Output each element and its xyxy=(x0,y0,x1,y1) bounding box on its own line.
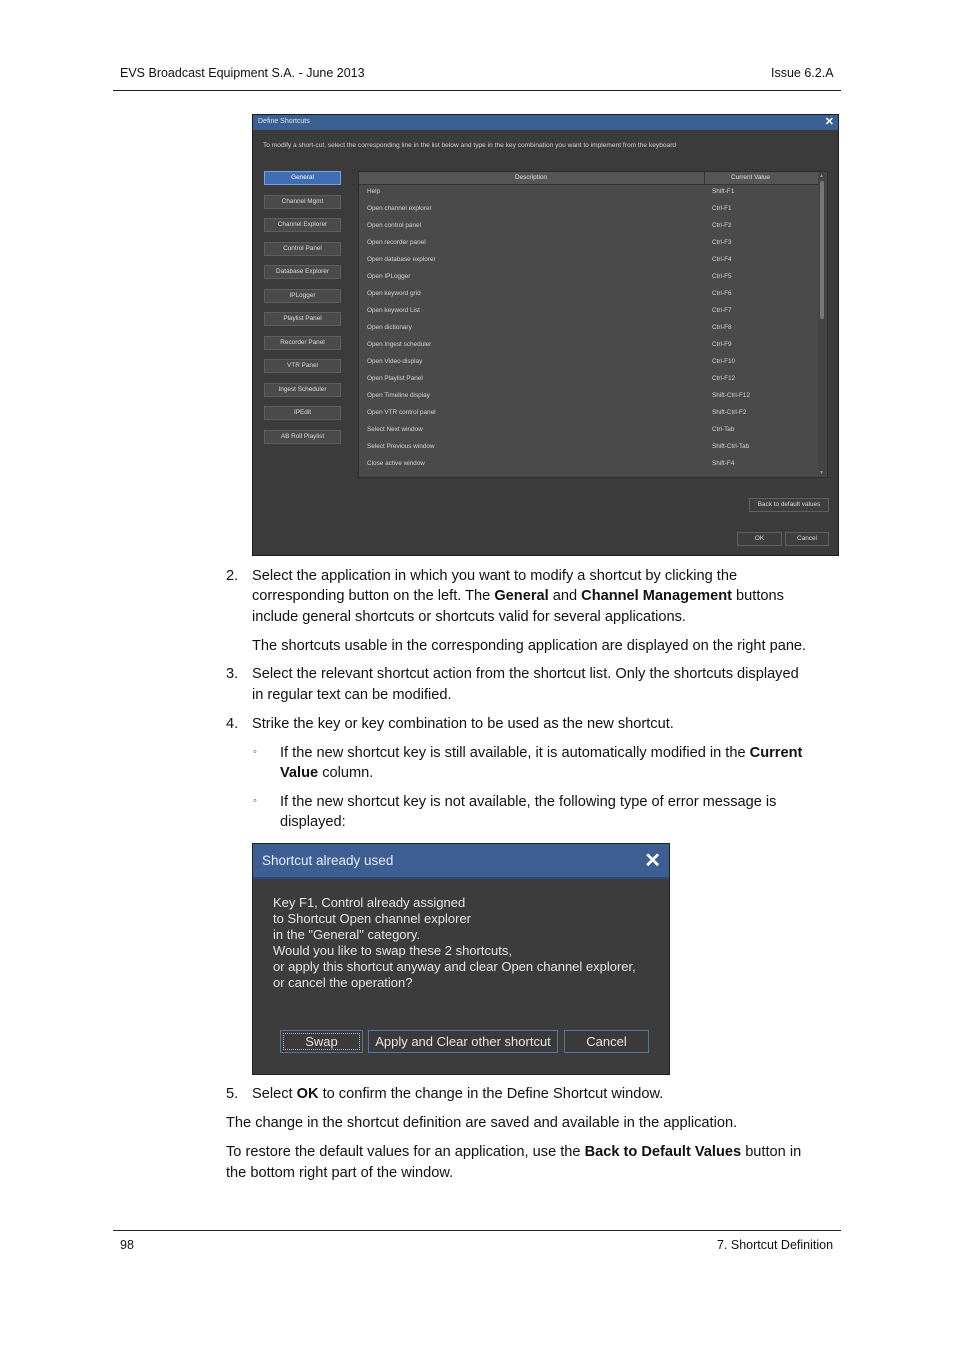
step-2-line-2: corresponding button on the left. The General and Channel Management buttons xyxy=(252,588,784,604)
category-button-channel-explorer[interactable]: Channel Explorer xyxy=(264,218,341,232)
paragraph-restore-line-1: To restore the default values for an application, use the Back to Default Values button in xyxy=(226,1144,802,1160)
dialog-message-line: in the "General" category. xyxy=(273,927,421,942)
table-row[interactable] xyxy=(359,456,819,473)
scrollbar-thumb[interactable] xyxy=(820,181,824,319)
shortcut-already-used-dialog xyxy=(252,843,670,1075)
dialog-message-line: Key F1, Control already assigned xyxy=(273,895,466,910)
row-value: Ctrl-F9 xyxy=(712,341,732,348)
shortcut-table xyxy=(358,171,828,478)
table-row[interactable] xyxy=(359,235,819,252)
row-value: Shift-F1 xyxy=(712,188,735,195)
row-value: Shift-Ctrl-F2 xyxy=(712,409,747,416)
row-description: Help xyxy=(367,188,381,195)
header-left: EVS Broadcast Equipment S.A. - June 2013 xyxy=(120,66,365,80)
table-row[interactable] xyxy=(359,218,819,235)
cancel-button[interactable]: Cancel xyxy=(785,532,829,546)
table-row[interactable] xyxy=(359,252,819,269)
table-row[interactable] xyxy=(359,337,819,354)
column-header-description: Description xyxy=(515,174,547,181)
table-row[interactable] xyxy=(359,184,819,201)
step-3-number: 3. xyxy=(226,666,239,682)
step-5-number: 5. xyxy=(226,1086,239,1102)
footer-section: 7. Shortcut Definition xyxy=(717,1238,834,1252)
dialog-title: Shortcut already used xyxy=(262,853,394,868)
row-description: Select Next window xyxy=(367,426,423,433)
row-value: Ctrl-F6 xyxy=(712,290,732,297)
header-right: Issue 6.2.A xyxy=(771,66,834,80)
bullet-1-line-2: Value column. xyxy=(280,765,374,781)
bullet-1-line-1: If the new shortcut key is still available, it is automatically modified in the Current xyxy=(280,745,803,761)
dialog-message-line: to Shortcut Open channel explorer xyxy=(273,911,472,926)
step-4-number: 4. xyxy=(226,716,239,732)
step-5-line-1: Select OK to confirm the change in the Define Shortcut window. xyxy=(252,1086,664,1102)
ok-button[interactable]: OK xyxy=(737,532,782,546)
define-shortcuts-window xyxy=(252,114,839,556)
category-button-ingest-scheduler[interactable]: Ingest Scheduler xyxy=(264,383,341,397)
row-value: Ctrl-F5 xyxy=(712,273,732,280)
column-divider xyxy=(704,172,705,184)
row-value: Ctrl-F10 xyxy=(712,358,736,365)
back-to-default-button[interactable]: Back to default values xyxy=(749,498,829,512)
step-2-line-1: Select the application in which you want to modify a shortcut by clicking the xyxy=(252,568,738,584)
swap-button[interactable]: Swap xyxy=(280,1030,363,1053)
row-description: Open Playlist Panel xyxy=(367,375,423,382)
row-value: Shift-Ctrl-F12 xyxy=(712,392,750,399)
row-value: Ctrl-F4 xyxy=(712,256,732,263)
row-value: Shift-F4 xyxy=(712,460,735,467)
row-value: Ctrl-F8 xyxy=(712,324,732,331)
instruction-text: To modify a short-cut, select the corresponding line in the list below and type in the key combination you want to implement from the keyboard xyxy=(263,142,677,149)
table-row[interactable] xyxy=(359,439,819,456)
category-button-database-explorer[interactable]: Database Explorer xyxy=(264,265,341,279)
row-description: Open VTR control panel xyxy=(367,409,436,416)
step-2-line-3: include general shortcuts or shortcuts valid for several applications. xyxy=(252,609,686,625)
row-value: Ctrl-Tab xyxy=(712,426,735,433)
table-row[interactable] xyxy=(359,422,819,439)
step-4-line-1: Strike the key or key combination to be used as the new shortcut. xyxy=(252,716,674,732)
row-description: Open Ingest scheduler xyxy=(367,341,432,348)
row-value: Ctrl-F1 xyxy=(712,205,732,212)
define-shortcuts-titlebar xyxy=(253,115,838,130)
footer-rule xyxy=(113,1230,841,1231)
row-value: Ctrl-F3 xyxy=(712,239,732,246)
scroll-down-icon[interactable]: ▼ xyxy=(819,470,824,476)
close-icon[interactable]: ✕ xyxy=(824,116,834,128)
table-row[interactable] xyxy=(359,354,819,371)
table-row[interactable] xyxy=(359,286,819,303)
header-rule xyxy=(113,90,841,91)
table-row[interactable] xyxy=(359,405,819,422)
category-button-general[interactable]: General xyxy=(264,171,341,185)
step-3-line-1: Select the relevant shortcut action from the shortcut list. Only the shortcuts displayed xyxy=(252,666,799,682)
dialog-message-line: Would you like to swap these 2 shortcuts, xyxy=(273,943,512,958)
category-button-vtr-panel[interactable]: VTR Panel xyxy=(264,359,341,373)
row-description: Open control panel xyxy=(367,222,422,229)
dialog-message xyxy=(273,895,636,991)
table-row[interactable] xyxy=(359,388,819,405)
define-shortcuts-title: Define Shortcuts xyxy=(258,118,310,125)
bullet-2-line-2: displayed: xyxy=(280,814,346,830)
dialog-cancel-button[interactable]: Cancel xyxy=(564,1030,649,1053)
dialog-titlebar xyxy=(253,844,669,879)
category-button-recorder-panel[interactable]: Recorder Panel xyxy=(264,336,341,350)
paragraph-saved: The change in the shortcut definition are saved and available in the application. xyxy=(226,1115,738,1131)
apply-and-clear-button[interactable]: Apply and Clear other shortcut xyxy=(368,1030,558,1053)
bullet-1-marker: ◦ xyxy=(253,746,257,758)
step-2-note: The shortcuts usable in the corresponding application are displayed on the right pane. xyxy=(252,638,807,654)
row-description: Close active window xyxy=(367,460,425,467)
close-icon[interactable]: ✕ xyxy=(644,850,661,872)
dialog-message-line: or cancel the operation? xyxy=(273,975,413,990)
step-2-number: 2. xyxy=(226,568,239,584)
row-value: Shift-Ctrl-Tab xyxy=(712,443,750,450)
table-scrollbar[interactable] xyxy=(818,173,826,476)
column-header-current-value: Current Value xyxy=(731,174,770,181)
bullet-2-marker: ◦ xyxy=(253,795,257,807)
paragraph-restore-line-2: the bottom right part of the window. xyxy=(226,1165,454,1181)
table-row[interactable] xyxy=(359,303,819,320)
row-description: Open channel explorer xyxy=(367,205,432,212)
category-button-iplogger[interactable]: IPLogger xyxy=(264,289,341,303)
dialog-message-line: or apply this shortcut anyway and clear Open channel explorer, xyxy=(273,959,636,974)
bullet-2-line-1: If the new shortcut key is not available, the following type of error message is xyxy=(280,794,777,810)
table-row[interactable] xyxy=(359,269,819,286)
category-button-ipedit[interactable]: IPEdit xyxy=(264,406,341,420)
category-button-playlist-panel[interactable]: Playlist Panel xyxy=(264,312,341,326)
row-value: Ctrl-F12 xyxy=(712,375,736,382)
row-description: Open database explorer xyxy=(367,256,436,263)
row-description: Open Timeline display xyxy=(367,392,430,399)
page-number: 98 xyxy=(120,1238,134,1252)
category-button-control-panel[interactable]: Control Panel xyxy=(264,242,341,256)
row-value: Ctrl-F2 xyxy=(712,222,732,229)
row-description: Open Video display xyxy=(367,358,423,365)
row-value: Ctrl-F7 xyxy=(712,307,732,314)
table-row[interactable] xyxy=(359,371,819,388)
category-button-ab-roll-playlist[interactable]: AB Roll Playlist xyxy=(264,430,341,444)
row-description: Select Previous window xyxy=(367,443,435,450)
row-description: Open IPLogger xyxy=(367,273,411,280)
step-3-line-2: in regular text can be modified. xyxy=(252,687,452,703)
row-description: Open keyword grid xyxy=(367,290,421,297)
row-description: Open dictionary xyxy=(367,324,412,331)
category-button-channel-mgmt[interactable]: Channel Mgmt xyxy=(264,195,341,209)
row-description: Open recorder panel xyxy=(367,239,426,246)
scroll-up-icon[interactable]: ▲ xyxy=(819,173,824,179)
row-description: Open keyword List xyxy=(367,307,420,314)
table-row[interactable] xyxy=(359,201,819,218)
table-row[interactable] xyxy=(359,320,819,337)
